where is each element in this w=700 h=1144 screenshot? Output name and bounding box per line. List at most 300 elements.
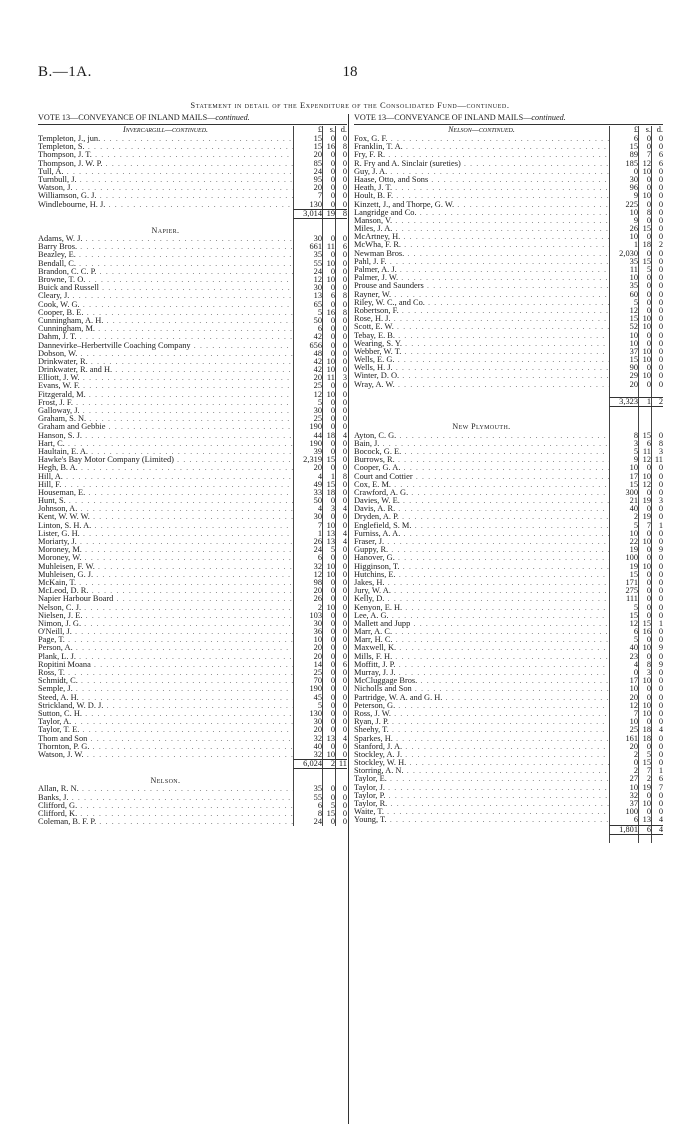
pence-cell: 0 <box>335 423 347 431</box>
table-row <box>38 342 347 350</box>
table-row <box>38 464 347 472</box>
pence-cell: 0 <box>651 579 663 587</box>
pence-cell: 0 <box>651 372 663 380</box>
amount-cells <box>609 726 663 734</box>
pence-cell: 0 <box>335 399 347 407</box>
payee-name: Wearing, S. Y. . . . <box>354 340 609 348</box>
pounds-cell: 9 <box>633 216 638 225</box>
amount-cells <box>609 694 663 702</box>
pence-cell: 0 <box>335 342 347 350</box>
payee-name: Fox, G. F. . . . <box>354 135 609 143</box>
payee-name: Evans, W. F. . . . <box>38 382 293 390</box>
pounds-cell: 161 <box>625 734 638 743</box>
pounds-cell: 40 <box>629 505 638 514</box>
table-row <box>354 168 663 176</box>
shillings-cell: 15 <box>638 759 651 767</box>
section-total <box>354 397 663 407</box>
pounds-cell: 27 <box>629 775 638 784</box>
pence-cell: 1 <box>651 522 663 530</box>
shillings-cell: 1 <box>322 473 335 481</box>
payee-name: Ropitini Moana . . . <box>38 661 293 669</box>
pounds-cell: 30 <box>313 235 322 244</box>
empty-cell <box>610 835 638 843</box>
shillings-cell: 15 <box>638 620 651 628</box>
pence-cell: 0 <box>651 530 663 538</box>
shillings-cell: 15 <box>638 225 651 233</box>
amount-cells <box>609 282 663 290</box>
empty-cell <box>610 389 638 397</box>
amount-cells <box>293 464 347 472</box>
table-row <box>354 323 663 331</box>
pounds-cell: 10 <box>629 718 638 727</box>
amount-cells <box>609 481 663 489</box>
pounds-cell: 15 <box>313 143 322 152</box>
pounds-cell: 9 <box>633 192 638 201</box>
empty-cell <box>294 769 322 777</box>
pounds-cell: 44 <box>313 431 322 440</box>
shillings-cell: 0 <box>322 201 335 209</box>
amount-cells <box>293 743 347 751</box>
shillings-cell: 0 <box>638 694 651 702</box>
shillings-cell: 19 <box>322 210 335 218</box>
pounds-cell: 4 <box>317 472 322 481</box>
pence-cell: 0 <box>335 554 347 562</box>
table-row <box>38 563 347 571</box>
shillings-cell: 0 <box>638 274 651 282</box>
shillings-cell: 0 <box>638 685 651 693</box>
pence-cell: 0 <box>651 735 663 743</box>
shillings-cell: 0 <box>638 381 651 389</box>
pence-cell: 0 <box>335 440 347 448</box>
pounds-cell: 10 <box>629 783 638 792</box>
pounds-cell: 111 <box>626 595 638 604</box>
pounds-cell: 15 <box>313 135 322 143</box>
pounds-cell: 4 <box>317 505 322 514</box>
payee-name: Johnson, A. . . . <box>38 505 293 513</box>
pence-cell: 0 <box>651 759 663 767</box>
blank-row <box>354 407 663 415</box>
table-row <box>354 735 663 743</box>
shillings-cell: 0 <box>638 135 651 143</box>
pence-cell: 0 <box>651 332 663 340</box>
pence-cell: 4 <box>335 735 347 743</box>
payee-name: Rayner, W. . . . <box>354 291 609 299</box>
table-row <box>354 176 663 184</box>
table-row <box>38 735 347 743</box>
amount-cells-empty <box>609 407 663 415</box>
shillings-cell: 0 <box>638 546 651 554</box>
pounds-cell: 100 <box>625 808 638 817</box>
pounds-cell: 12 <box>629 701 638 710</box>
amount-cells <box>609 192 663 200</box>
table-row <box>354 381 663 389</box>
pence-cell: 8 <box>335 473 347 481</box>
table-row <box>354 481 663 489</box>
shillings-cell: 11 <box>322 374 335 382</box>
payee-name: Riley, W. C., and Co. . . . <box>354 299 609 307</box>
shillings-cell: 10 <box>638 702 651 710</box>
amount-cells <box>609 307 663 315</box>
pounds-cell: 5 <box>317 398 322 407</box>
table-row <box>354 653 663 661</box>
payee-name: Fraser, J. . . . <box>354 538 609 546</box>
pence-cell: 4 <box>651 726 663 734</box>
payee-name: Plank, L. J. . . . <box>38 653 293 661</box>
vote-title: VOTE 13—CONVEYANCE OF INLAND MAILS— <box>354 113 532 122</box>
payee-name: Muhleisen, F. W. . . . <box>38 563 293 571</box>
payee-name: Dannevirke–Herbertville Coaching Company . . . <box>38 342 293 350</box>
payee-name: Nelson, C. J. . . . <box>38 604 293 612</box>
shillings-cell: 0 <box>322 284 335 292</box>
table-row <box>38 595 347 603</box>
amount-cells <box>609 522 663 530</box>
pounds-cell: 1 <box>317 529 322 538</box>
amount-cells <box>609 448 663 456</box>
pounds-cell: 24 <box>313 546 322 555</box>
amount-cells <box>609 800 663 808</box>
amount-cells <box>609 612 663 620</box>
pounds-cell: 90 <box>629 364 638 373</box>
amount-cells <box>293 710 347 718</box>
pence-cell: 0 <box>651 800 663 808</box>
vote-continued: continued. <box>531 113 566 122</box>
amount-cells <box>609 364 663 372</box>
pence-cell: 3 <box>651 497 663 505</box>
table-row <box>354 135 663 143</box>
amount-cells <box>609 816 663 824</box>
payee-name: Cooper, G. A. . . . <box>354 464 609 472</box>
amount-cells <box>609 225 663 233</box>
shillings-cell: 0 <box>322 176 335 184</box>
pounds-cell: 40 <box>629 644 638 653</box>
shillings-cell: 0 <box>638 808 651 816</box>
pounds-cell: 275 <box>625 587 638 596</box>
pence-cell: 0 <box>335 677 347 685</box>
shillings-cell: 0 <box>322 644 335 652</box>
pence-cell: 0 <box>651 587 663 595</box>
pence-cell: 0 <box>651 636 663 644</box>
pounds-cell: 0 <box>633 669 638 677</box>
shillings-cell: 0 <box>638 489 651 497</box>
payee-name: Watson, J. W. . . . <box>38 751 293 759</box>
pence-cell: 0 <box>335 325 347 333</box>
pence-cell: 0 <box>651 710 663 718</box>
amount-cells <box>293 751 347 759</box>
table-row <box>354 332 663 340</box>
pounds-cell: 21 <box>629 497 638 506</box>
shillings-cell: 11 <box>638 448 651 456</box>
table-row <box>38 554 347 562</box>
payee-name: Linton, S. H. A. . . . <box>38 522 293 530</box>
pence-cell: 4 <box>651 826 663 834</box>
shillings-cell: 0 <box>322 350 335 358</box>
payee-name: Hawke's Bay Motor Company (Limited) . . . <box>38 456 293 464</box>
section-total <box>38 759 347 769</box>
shillings-cell: 0 <box>322 235 335 243</box>
pounds-cell: 10 <box>313 636 322 645</box>
pounds-cell: 103 <box>309 611 322 620</box>
shillings-cell: 0 <box>638 636 651 644</box>
payee-name: Galloway, J. . . . <box>38 407 293 415</box>
table-row <box>38 201 347 209</box>
pence-cell: 0 <box>651 250 663 258</box>
amount-cells <box>609 143 663 151</box>
table-row <box>38 530 347 538</box>
shillings-cell: 0 <box>322 342 335 350</box>
pounds-cell: 23 <box>629 652 638 661</box>
pounds-cell: 4 <box>633 660 638 669</box>
pounds-cell: 70 <box>313 677 322 686</box>
pence-cell: 0 <box>335 785 347 793</box>
amount-cells <box>293 456 347 464</box>
payee-name: Davies, W. E. . . . <box>354 497 609 505</box>
amount-cells <box>609 636 663 644</box>
table-row <box>38 325 347 333</box>
shillings-cell: 0 <box>322 192 335 200</box>
payee-name: Ayton, C. G. . . . <box>354 432 609 440</box>
empty-cell <box>638 423 651 431</box>
shillings-cell: 12 <box>638 456 651 464</box>
shillings-cell: 16 <box>322 309 335 317</box>
empty-cell <box>610 423 638 431</box>
payee-name: Sheehy, T. . . . <box>354 726 609 734</box>
table-row <box>354 184 663 192</box>
pounds-cell: 6 <box>317 554 322 563</box>
payee-name: Strickland, W. D. J. . . . <box>38 702 293 710</box>
pounds-cell: 171 <box>625 578 638 587</box>
table-row <box>38 160 347 168</box>
pence-cell: 0 <box>651 751 663 759</box>
table-row <box>38 235 347 243</box>
pence-cell: 0 <box>335 301 347 309</box>
shillings-cell: 0 <box>638 176 651 184</box>
pounds-cell: 2,030 <box>619 249 638 258</box>
table-row <box>38 685 347 693</box>
pence-cell: 4 <box>335 432 347 440</box>
table-row <box>38 710 347 718</box>
shillings-cell: 13 <box>322 538 335 546</box>
amount-cells <box>293 685 347 693</box>
pence-cell: 0 <box>651 743 663 751</box>
table-row <box>354 694 663 702</box>
amount-cells <box>609 266 663 274</box>
table-row <box>38 317 347 325</box>
pounds-cell: 12 <box>313 570 322 579</box>
table-row <box>38 176 347 184</box>
table-row <box>354 743 663 751</box>
payee-name: Graham and Gebbie . . . <box>38 423 293 431</box>
payee-name: Hutchins, E. . . . <box>354 571 609 579</box>
pence-cell: 0 <box>651 307 663 315</box>
shillings-cell: 0 <box>322 785 335 793</box>
table-row <box>38 415 347 423</box>
table-row <box>38 448 347 456</box>
table-row <box>354 274 663 282</box>
table-row <box>354 291 663 299</box>
shillings-cell: 0 <box>638 332 651 340</box>
shillings-cell: 10 <box>638 372 651 380</box>
vote-heading <box>354 114 663 125</box>
table-row <box>38 751 347 759</box>
pence-cell: 0 <box>335 151 347 159</box>
shillings-cell: 0 <box>322 301 335 309</box>
pence-cell: 0 <box>335 818 347 826</box>
amount-cells <box>293 538 347 546</box>
payee-name: Bocock, G. E. . . . <box>354 448 609 456</box>
shillings-cell: 8 <box>638 209 651 217</box>
table-row <box>38 440 347 448</box>
pence-cell: 0 <box>335 810 347 818</box>
table-row <box>38 366 347 374</box>
table-row <box>38 579 347 587</box>
payee-name: Ross, T. . . . <box>38 669 293 677</box>
pounds-cell: 10 <box>629 464 638 473</box>
amount-cells <box>293 292 347 300</box>
table-row <box>38 702 347 710</box>
pounds-cell: 20 <box>313 726 322 735</box>
shillings-cell: 2 <box>638 775 651 783</box>
pounds-cell: 12 <box>313 276 322 284</box>
pounds-cell: 20 <box>313 464 322 473</box>
empty-cell <box>294 219 322 227</box>
table-row <box>354 258 663 266</box>
payee-name: Hanover, G. . . . <box>354 554 609 562</box>
table-row <box>354 432 663 440</box>
pence-cell: 0 <box>651 282 663 290</box>
pounds-cell: 42 <box>313 333 322 342</box>
pence-cell: 0 <box>335 464 347 472</box>
shillings-cell: 19 <box>638 513 651 521</box>
payee-name: Furniss, A. A. . . . <box>354 530 609 538</box>
shillings-cell: 16 <box>322 143 335 151</box>
table-row <box>38 456 347 464</box>
payee-name: Wray, A. W. . . . <box>354 381 609 389</box>
pence-cell: 0 <box>651 143 663 151</box>
table-row <box>38 260 347 268</box>
shillings-cell: 10 <box>638 473 651 481</box>
payee-name: Frost, J. F. . . . <box>38 399 293 407</box>
pence-cell: 0 <box>335 595 347 603</box>
shillings-cell: 16 <box>638 628 651 636</box>
table-row <box>354 497 663 505</box>
table-row <box>354 710 663 718</box>
shillings-cell: 0 <box>322 325 335 333</box>
payee-name: Pahl, J. F. . . . <box>354 258 609 266</box>
table-row <box>354 356 663 364</box>
table-row <box>354 372 663 380</box>
amount-cells <box>293 260 347 268</box>
shillings-cell: 0 <box>322 251 335 259</box>
pounds-cell: 5 <box>633 521 638 530</box>
shillings-cell: 0 <box>638 554 651 562</box>
payee-name: Thornton, P. G. . . . <box>38 743 293 751</box>
payee-name: Palmer, J. W. . . . <box>354 274 609 282</box>
payee-name: O'Neill, J. . . . <box>38 628 293 636</box>
pence-cell: 0 <box>335 743 347 751</box>
table-row <box>38 785 347 793</box>
table-row <box>38 718 347 726</box>
amount-cells <box>293 309 347 317</box>
amount-cells <box>293 284 347 292</box>
payee-name: Taylor, P. . . . <box>354 792 609 800</box>
payee-name: Elliott, J. W. . . . <box>38 374 293 382</box>
table-row <box>38 135 347 143</box>
pence-cell: 0 <box>651 628 663 636</box>
pence-cell: 0 <box>335 497 347 505</box>
pounds-cell: 7 <box>317 521 322 530</box>
pence-cell: 0 <box>651 571 663 579</box>
amount-cells <box>293 473 347 481</box>
amount-cells <box>609 497 663 505</box>
payee-name: Clifford, G. . . . <box>38 802 293 810</box>
table-row <box>38 604 347 612</box>
amount-cells <box>609 735 663 743</box>
payee-name: Court and Cottier . . . <box>354 473 609 481</box>
payee-name: Moriarty, J. . . . <box>38 538 293 546</box>
pounds-cell: 20 <box>313 652 322 661</box>
shillings-cell: 0 <box>322 497 335 505</box>
table-row <box>38 333 347 341</box>
pounds-cell: 11 <box>629 266 638 274</box>
table-row <box>354 751 663 759</box>
amount-cells <box>609 579 663 587</box>
payee-name: Maxwell, K. . . . <box>354 644 609 652</box>
amount-cells <box>293 399 347 407</box>
pounds-cell: 130 <box>309 200 322 209</box>
table-row <box>354 661 663 669</box>
table-row <box>354 644 663 652</box>
amount-cells <box>609 258 663 266</box>
shillings-cell: 0 <box>322 423 335 431</box>
shillings-cell: 7 <box>638 151 651 159</box>
amount-cells <box>293 176 347 184</box>
pounds-cell: £ <box>317 125 322 134</box>
shillings-cell: 10 <box>638 315 651 323</box>
pounds-cell: 85 <box>313 159 322 168</box>
shillings-cell: 10 <box>322 571 335 579</box>
shillings-cell: 10 <box>322 391 335 399</box>
pounds-cell: 2 <box>317 603 322 612</box>
shillings-cell: 15 <box>322 810 335 818</box>
shillings-cell: 18 <box>322 432 335 440</box>
pounds-cell: 35 <box>629 257 638 266</box>
payee-name: Jakes, H. . . . <box>354 579 609 587</box>
amount-cells <box>609 505 663 513</box>
table-row <box>354 800 663 808</box>
pounds-cell: 0 <box>633 759 638 768</box>
payee-name: Crawford, A. G. . . . <box>354 489 609 497</box>
pence-cell: 0 <box>335 251 347 259</box>
payee-name: Hart, C. . . . <box>38 440 293 448</box>
payee-name: Semple, J. . . . <box>38 685 293 693</box>
pounds-cell: 185 <box>625 159 638 168</box>
payee-name: Mills, F. H. . . . <box>354 653 609 661</box>
shillings-cell: 13 <box>638 816 651 824</box>
pounds-cell: 35 <box>313 785 322 794</box>
pounds-cell: 3,323 <box>619 397 638 406</box>
pence-cell: 4 <box>651 816 663 824</box>
amount-cells <box>293 160 347 168</box>
pounds-cell: 9 <box>633 456 638 465</box>
shillings-cell: 12 <box>638 160 651 168</box>
amount-cells <box>293 432 347 440</box>
shillings-cell: 7 <box>638 522 651 530</box>
pence-cell: 0 <box>335 653 347 661</box>
pence-cell: 0 <box>335 571 347 579</box>
shillings-cell: 0 <box>638 184 651 192</box>
pence-cell: 3 <box>335 374 347 382</box>
payee-name: Hegh, B. A. . . . <box>38 464 293 472</box>
